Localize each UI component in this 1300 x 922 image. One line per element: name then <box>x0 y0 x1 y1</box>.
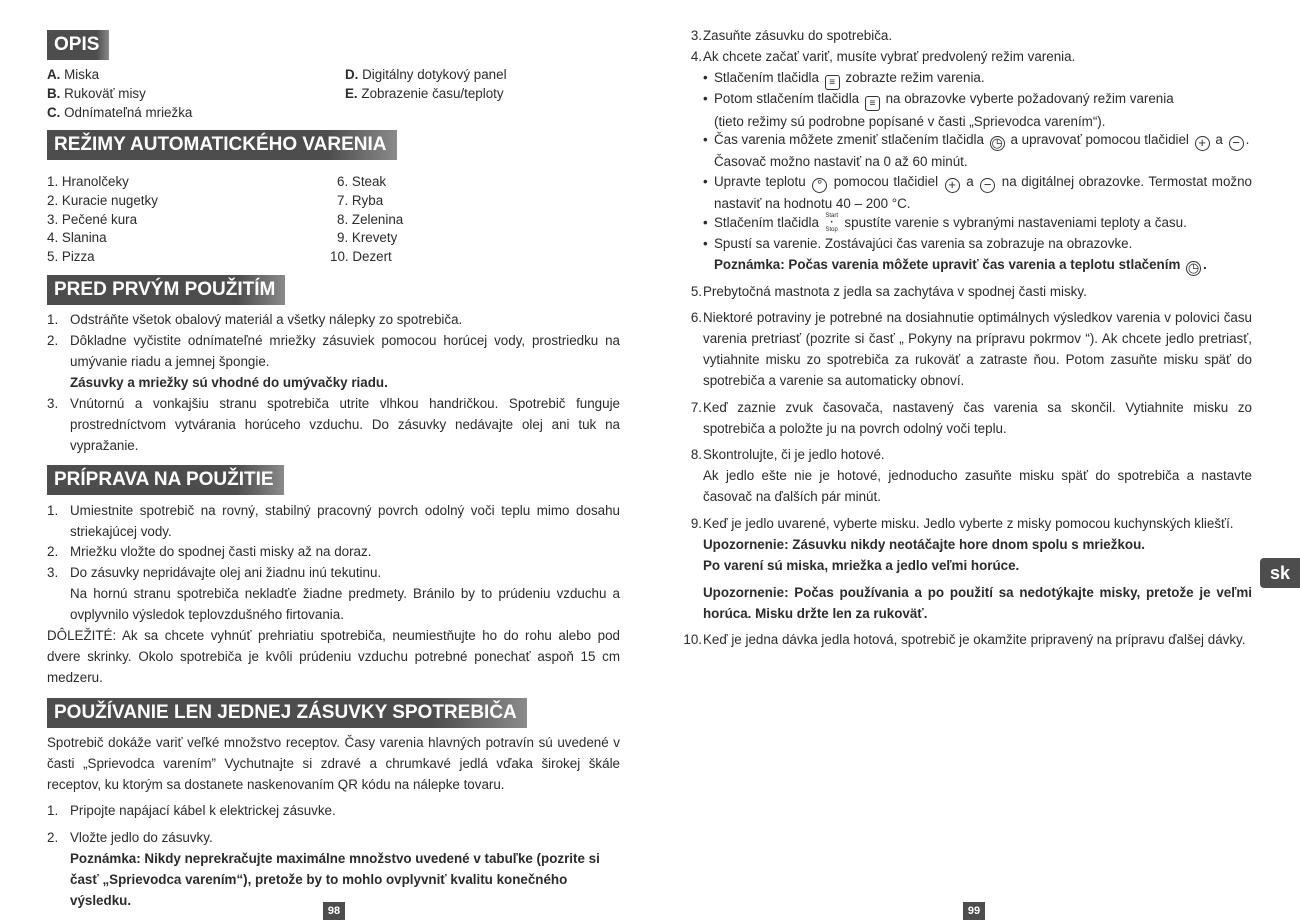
minus-icon: − <box>980 178 995 193</box>
part-d: D. Digitálny dotykový panel <box>345 67 507 82</box>
bullet-item: • Upravte teplotu ° pomocou tlačidiel + a − na digitálnej obrazovke. Termostat možno nastaviť na hodnotu 40 – 200 °C. <box>703 174 1252 211</box>
section-header-priprava: PRÍPRAVA NA POUŽITIE <box>47 465 284 495</box>
list-item: 2. Mriežku vložte do spodnej časti misky až na doraz. <box>47 544 372 559</box>
list-item: 6. Niektoré potraviny je potrebné na dosiahnutie optimálnych výsledkov varenia v polovici času varenia pretriasť (pozrite si časť „ Pokyny na prípravu pokrmov “). Ak chcete jedlo pretriasť, vytiahnite misku zo spotrebiča za rukoväť a zatraste ňou. Potom zasuňte misku späť do spotrebiča a varenie sa automaticky obnoví. <box>690 310 1252 388</box>
list-item: 3. Zasuňte zásuvku do spotrebiča. <box>690 28 893 43</box>
list-item: 1. Odstráňte všetok obalový materiál a všetky nálepky zo spotrebiča. <box>47 312 463 327</box>
bullet-item: • Spustí sa varenie. Zostávajúci čas varenia sa zobrazuje na obrazovke. Poznámka: Počas varenia môžete upraviť čas varenia a teplotu stlačením ◷ . <box>703 236 1207 275</box>
part-e: E. Zobrazenie času/teploty <box>345 86 504 101</box>
mode-item: 7. Ryba <box>337 193 384 208</box>
mode-item: 3. Pečené kura <box>47 212 138 227</box>
list-item: 9. Keď je jedlo uvarené, vyberte misku. Jedlo vyberte z misky pomocou kuchynských kliešťí. Upozornenie: Zásuvku nikdy neotáčajte hore dnom spolu s mriežkou. Po varení sú miska, mriežka a jedlo veľmi horúce. Upozornenie: Počas používania a po použití sa nedotýkajte misky, pretože je veľmi horúca. Misku držte len za rukoväť. <box>690 516 1252 621</box>
start-stop-icon: Start • Stop <box>825 213 839 233</box>
mode-item: 9. Krevety <box>337 230 398 245</box>
list-item: 1. Umiestnite spotrebič na rovný, stabilný pracovný povrch odolný voči teplu mimo dosahu striekajúcej vody. <box>47 503 620 539</box>
timer-icon: ◷ <box>991 135 1003 150</box>
mode-item: 5. Pizza <box>47 249 95 264</box>
section-header-rezimy: REŽIMY AUTOMATICKÉHO VARENIA <box>47 130 397 160</box>
list-item: 7. Keď zaznie zvuk časovača, nastavený čas varenia sa skončil. Vytiahnite misku zo spotrebiča a položte ju na povrch odolný voči teplu. <box>690 400 1252 436</box>
list-item: 3. Vnútornú a vonkajšiu stranu spotrebiča utrite vlhkou handričkou. Spotrebič funguje prostredníctvom vytvárania horúceho vzduchu. Do zásuvky nedávajte olej ani tuk na vypražanie. <box>47 396 620 453</box>
page-number: 98 <box>323 902 345 920</box>
menu-icon: ≡ <box>825 75 840 90</box>
list-item: 2. Vložte jedlo do zásuvky. Poznámka: Nikdy neprekračujte maximálne množstvo uvedené v tabuľke (pozrite si časť „Sprievodca varením“), pretože by to mohlo ovplyvniť kvalitu konečného výsledku. <box>47 830 600 908</box>
plus-icon: + <box>945 178 960 193</box>
timer-icon: ◷ <box>1187 260 1200 275</box>
section-header-pouzivanie: POUŽÍVANIE LEN JEDNEJ ZÁSUVKY SPOTREBIČA <box>47 698 527 728</box>
bullet-item: • Stlačením tlačidla ≡ zobrazte režim varenia. <box>703 70 985 88</box>
mode-item: 2. Kuracie nugetky <box>47 193 158 208</box>
page-number: 99 <box>963 902 985 920</box>
list-item: 2. Dôkladne vyčistite odnímateľné mriežky zásuviek pomocou horúcej vody, prostriedku na umývanie riadu a jemnej špongie. Zásuvky a mriežky sú vhodné do umývačky riadu. <box>47 333 620 390</box>
list-item: 8. Skontrolujte, či je jedlo hotové. Ak jedlo ešte nie je hotové, jednoducho zasuňte misku späť do spotrebiča a nastavte časovač na ďalších pár minút. <box>690 447 1252 504</box>
part-b: B. Rukoväť misy <box>47 86 146 101</box>
mode-item: 8. Zelenina <box>337 212 404 227</box>
list-item: 3. Do zásuvky nepridávajte olej ani žiadnu inú tekutinu. Na hornú stranu spotrebiča nekladťe žiadne predmety. Bránilo by to prúdeniu vzduchu a ovplyvnilo výsledok teplovzdušného firtovania. <box>47 565 620 622</box>
part-a: A. Miska <box>47 67 100 82</box>
section-header-opis: OPIS <box>47 30 109 60</box>
language-tab: sk <box>1260 558 1300 588</box>
mode-item: 6. Steak <box>337 174 387 189</box>
section-header-pred: PRED PRVÝM POUŽITÍM <box>47 275 285 305</box>
bullet-item: • Stlačením tlačidla Start • Stop spustíte varenie s vybranými nastaveniami teploty a času. <box>703 213 1187 233</box>
mode-item: 1. Hranolčeky <box>47 174 129 189</box>
important-note: DÔLEŽITÉ: Ak sa chcete vyhnúť prehriatiu spotrebiča, neumiestňujte ho do rohu alebo pod dvere skrinky. Okolo spotrebiča je kvôli prúdeniu vzduchu potrebné ponechať aspoň 15 cm medzeru. <box>47 628 620 685</box>
part-c: C. Odnímateľná mriežka <box>47 105 193 120</box>
menu-icon: ≡ <box>865 96 880 111</box>
list-item: 10. Keď je jedna dávka jedla hotová, spotrebič je okamžite pripravený na prípravu ďalšej dávky. <box>683 632 1246 647</box>
list-item: 5. Prebytočná mastnota z jedla sa zachytáva v spodnej časti misky. <box>690 284 1087 299</box>
bullet-item: • Potom stlačením tlačidla ≡ na obrazovke vyberte požadovaný režim varenia (tieto režimy sú podrobne popísané v časti „Sprievodca varením“). <box>703 91 1174 129</box>
list-item: 4. Ak chcete začať variť, musíte vybrať predvolený režim varenia. <box>690 49 1076 64</box>
temperature-icon: ° <box>812 178 827 193</box>
usage-intro: Spotrebič dokáže variť veľké množstvo receptov. Časy varenia hlavných potravín sú uvedené v časti „Sprievodca varením” Vychutnajte si zdravé a chrumkavé jedlá vďaka širokej škále receptov, ku ktorým sa dostanete naskenovaním QR kódu na nálepke tovaru. <box>47 735 620 792</box>
plus-icon: + <box>1195 136 1210 151</box>
list-item: 1. Pripojte napájací kábel k elektrickej zásuvke. <box>47 803 336 818</box>
mode-item: 10. Dezert <box>330 249 392 264</box>
bullet-item: • Čas varenia môžete zmeniť stlačením tlačidla ◷ a upravovať pomocou tlačidiel + a − . Časovač možno nastaviť na 0 až 60 minút. <box>703 132 1250 169</box>
mode-item: 4. Slanina <box>47 230 107 245</box>
minus-icon: − <box>1229 136 1244 151</box>
